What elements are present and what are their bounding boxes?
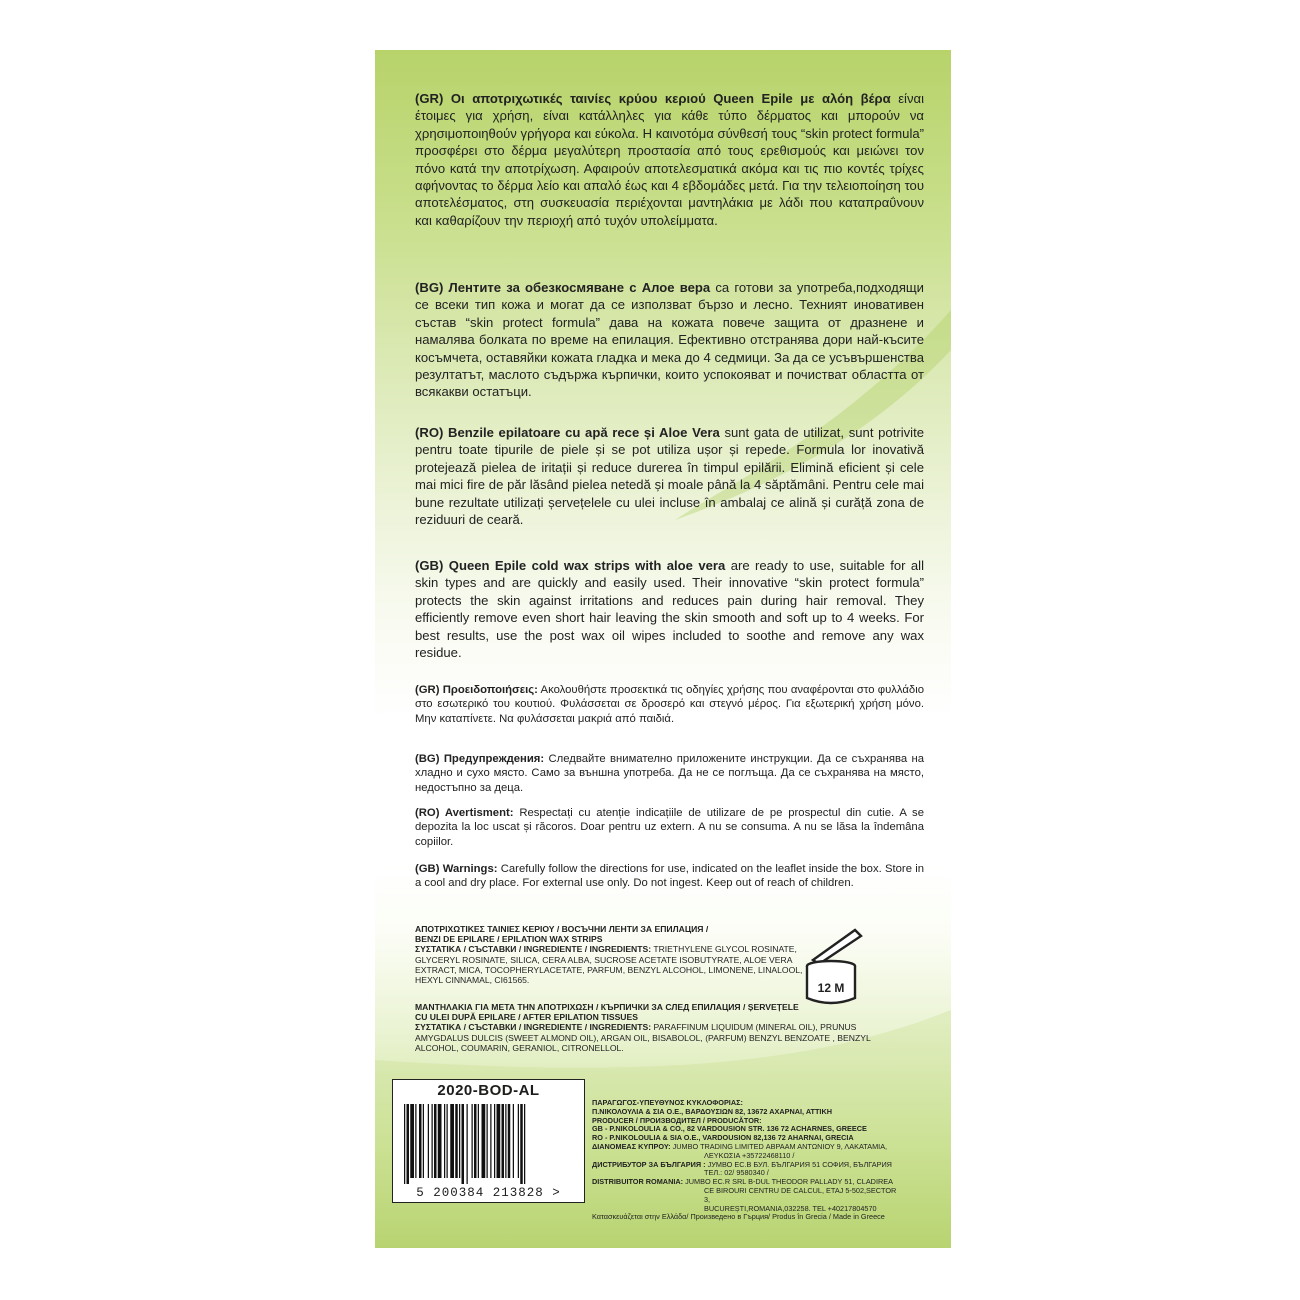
warnings-english: (GB) Warnings: Carefully follow the directions for use, indicated on the leaflet inside the box. Store in a cool and dry place. For external use only. Do not ingest. Keep out of reach of children. — [415, 863, 924, 890]
warnings-greek: (GR) Προειδοποιήσεις: Ακολουθήστε προσεκτικά τις οδηγίες χρήσης που αναφέρονται στο φυλλάδιο στο εσωτερικό του κουτιού. Φυλάσσεται σε δροσερό και στεγνό μέρος. Για εξωτερική χρήση μόνο. Μην καταπίνετε. Να φυλάσσεται μακριά από παιδιά. — [415, 684, 924, 725]
tissues-ingredients: ΜΑΝΤΗΛΑΚΙΑ ΓΙΑ ΜΕΤΑ ΤΗΝ ΑΠΟΤΡΙΧΩΣΗ / КЪРПИЧКИ ЗА СЛЕД ЕПИЛАЦИЯ / ȘERVEȚELE CU ULEI DUPĂ EPILARE / AFTER EPILATION TISSUES ΣΥΣΤΑΤΙΚΑ / СЪСТАВКИ / INGREDIENTE / INGREDIENTS: PARAFFINUM LIQUIDUM (MINERAL OIL), PRUNUS AMYGDALUS DULCIS (SWEET ALMOND OIL), ARGAN OIL, BISABOLOL, (PARFUM) BENZYL BENZOATE , BENZYL ALCOHOL, COUMARIN, GERANIOL, CITRONELLOL. — [415, 1002, 871, 1053]
barcode-bars — [402, 1104, 574, 1184]
strips-ingredients: ΑΠΟΤΡΙΧΩΤΙΚΕΣ ΤΑΙΝΙΕΣ ΚΕΡΙΟΥ / ВОСЪЧНИ ЛЕНТИ ЗА ЕПИЛАЦИЯ / BENZI DE EPILARE / EPILATION WAX STRIPS ΣΥΣΤΑΤΙΚΑ / СЪСТАВКИ / INGREDIENTE / INGREDIENTS: TRIETHYLENE GLYCOL ROSINATE, GLYCERYL ROSINATE, SILICA, CERA ALBA, SUCROSE ACETATE ISOBUTYRATE, ALOE VERA EXTRACT, MICA, TOCOPHERYLACETATE, PARFUM, BENZYL ALCOHOL, LIMONENE, LINALOOL, HEXYL CINNAMAL, CI61565. — [415, 924, 803, 986]
pao-label: 12 M — [817, 981, 845, 995]
warnings-romanian: (RO) Avertisment: Respectați cu atenție indicațiile de utilizare de pe prospectul din cutie. A se depozita la loc uscat și răcoros. Doar pentru uz extern. A nu se consuma. A nu se lăsa la îndemâna copiilor. — [415, 807, 924, 848]
description-english: (GB) Queen Epile cold wax strips with aloe vera are ready to use, suitable for all skin types and are quickly and easily used. Their innovative “skin protect formula” protects the skin against irritations and reduces pain during hair removal. They efficiently remove even short hair leaving the skin smooth and soft up to 4 weeks. For best results, use the post wax oil wipes included to soothe and remove any wax residue. — [415, 558, 924, 661]
package-back-panel — [375, 50, 951, 1248]
period-after-opening-jar-icon — [803, 926, 869, 1008]
description-romanian: (RO) Benzile epilatoare cu apă rece și Aloe Vera sunt gata de utilizat, sunt potrivite pentru toate tipurile de piele și se pot utiliza ușor și repede. Formula lor inovativă protejează pielea de iritații și reduce durerea în timpul epilării. Elimină eficient și cele mai mici fire de păr lăsând pielea netedă și moale până la 4 săptămâni. Pentru cele mai bune rezultate utilizați șervețelele cu ulei incluse în ambalaj ce alină și curăță zona de reziduuri de ceară. — [415, 425, 924, 528]
ean-number: 5 200384 213828 > — [416, 1186, 561, 1200]
description-bulgarian: (BG) Лентите за обезкосмяване с Алое вера са готови за употреба,подходящи се всеки тип кожа и могат да се използват бързо и лесно. Техният иновативен състав “skin protect formula” дава на кожата повече защита от дразнене и намалява болката по време на епилация. Ефективно отстранява дори най-късите косъмчета, оставяйки кожата гладка и мека до 4 седмици. За да се усъвършенства резултатът, маслото съдържа кърпички, които успокояват и почистват областта от всякакви остатъци. — [415, 280, 924, 400]
producer-info: ΠΑΡΑΓΩΓΟΣ-ΥΠΕΥΘΥΝΟΣ ΚΥΚΛΟΦΟΡΙΑΣ: Π.ΝΙΚΟΛΟΥΛΙΑ & ΣΙΑ Ο.Ε., ΒΑΡΔΟΥΣΙΩΝ 82, 13672 ΑΧΑΡΝΑΙ, ΑΤΤΙΚΗ PRODUCER / ПРОИЗВОДИТЕЛ / PRODUCĂTOR: GB - P.NIKOLOULIA & CO., 82 VARDOUSION STR. 136 72 ACHARNES, GREECE RO - P.NIKOLOULIA & SIA O.E., VARDOUSION 82,136 72 AHARNAI, GRECIA ΔΙΑΝΟΜΕΑΣ ΚΥΠΡΟΥ: JUMBO TRADING LIMITED ΑΒΡΑΑΜ ΑΝΤΩΝΙΟΥ 9, ΛΑΚΑΤΑΜΙΑ, ΛΕΥΚΩΣΙΑ +35722468110 / ДИСТРИБУТОР ЗА БЪЛГАРИЯ : ЈУМВО ЕС.В БУЛ. БЪЛГАРИЯ 51 СОФИЯ, БЪЛГАРИЯ ТЕЛ.: 02/ 9580340 / DISTRIBUITOR ROMANIA: JUMBO EC.R SRL B-DUL THEODOR PALLADY 51, CLADIREA CE BIROURI CENTRU DE CALCUL, ETAJ 5-502,SECTOR 3, BUCUREȘTI,ROMANIA,032258. TEL +40217804570 Κατασκευάζεται στην Ελλάδα/ Произведено в Гърция/ Produs în Grecia / Made in Greece — [592, 1098, 897, 1222]
product-code: 2020-BOD-AL — [437, 1082, 540, 1099]
description-greek: (GR) Οι αποτριχωτικές ταινίες κρύου κεριού Queen Epile με αλόη βέρα είναι έτοιμες για χρήση, είναι κατάλληλες για κάθε τύπο δέρματος και μπορούν να χρησιμοποιηθούν γρήγορα και εύκολα. Η καινοτόμα σύνθεσή τους “skin protect formula” προσφέρει στο δέρμα μεγαλύτερη προστασία από τους ερεθισμούς και μειώνει τον πόνο κατά την αποτρίχωση. Αφαιρούν αποτελεσματικά ακόμα και τις πιο κοντές τρίχες αφήνοντας το δέρμα λείο και απαλό έως και 4 εβδομάδες μετά. Για την τελειοποίηση του αποτελέσματος, στη συσκευασία περιέχονται μαντηλάκια με λάδι που καταπραΰνουν και καθαρίζουν την περιοχή από τυχόν υπολείμματα. — [415, 91, 924, 228]
warnings-bulgarian: (BG) Предупреждения: Следвайте внимателно приложените инструкции. Да се съхранява на хладно и сухо място. Само за външна употреба. Да не се поглъща. Да се съхранява на място, недостъпно за деца. — [415, 753, 924, 794]
barcode-box — [392, 1079, 585, 1203]
